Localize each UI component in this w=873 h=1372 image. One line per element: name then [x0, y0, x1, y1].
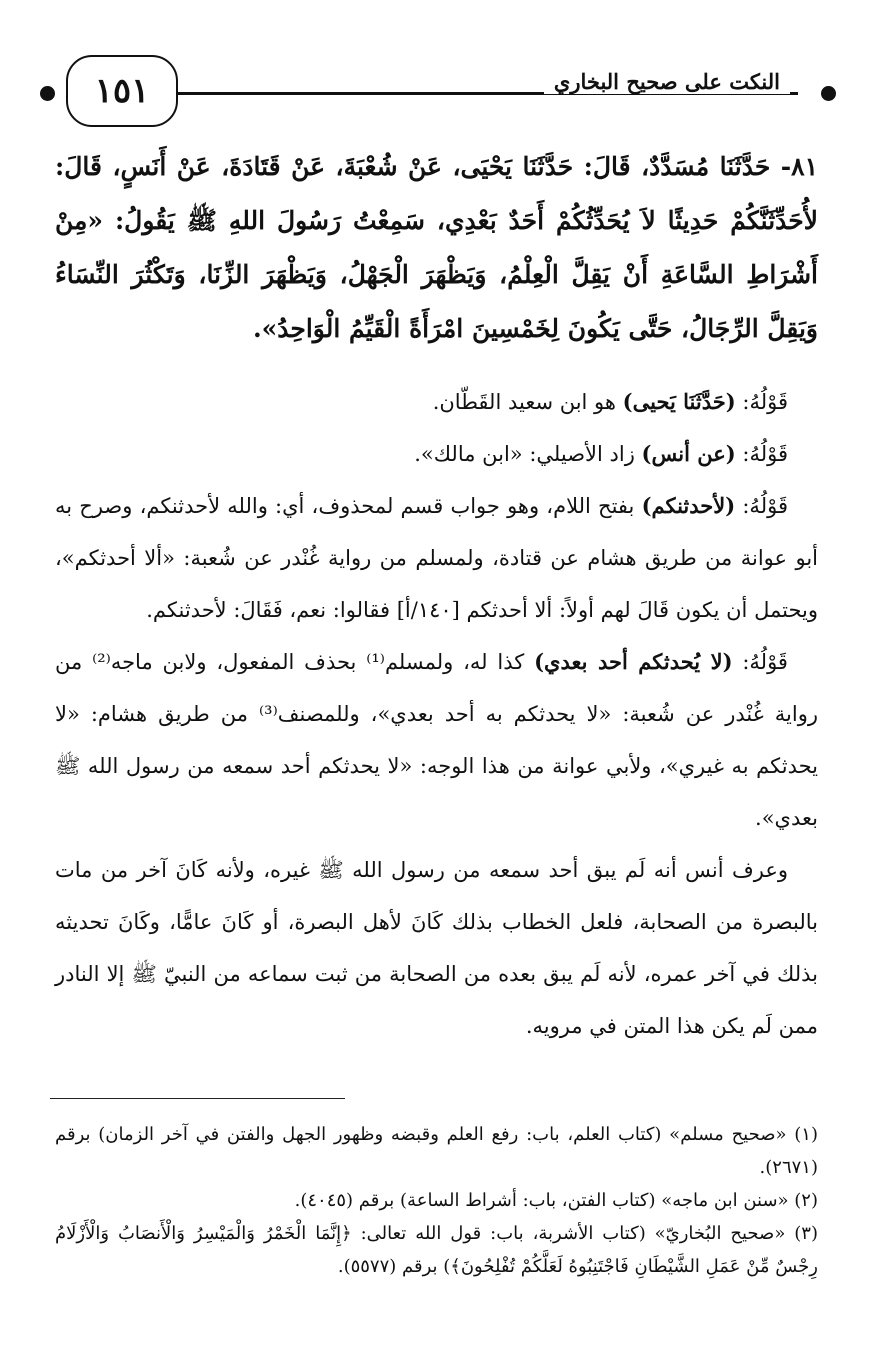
- header-dot-left: [40, 86, 55, 101]
- paragraph-keyword: (لأحدثنكم): [641, 493, 736, 518]
- paragraph-text: هو ابن سعيد القَطّان.: [432, 390, 623, 414]
- commentary-paragraph: [55, 376, 818, 428]
- paragraph-keyword: (حَدَّثَنَا يَحيى): [622, 389, 736, 414]
- hadith-text: ٨١- حَدَّثَنَا مُسَدَّدٌ، قَالَ: حَدَّثَنَا يَحْيَى، عَنْ شُعْبَةَ، عَنْ قَتَادَةَ، عَنْ أَنَسٍ، قَالَ: لأُحَدِّثَنَّكُمْ حَدِيثًا لاَ يُحَدِّثُكُمْ أَحَدٌ بَعْدِي، سَمِعْتُ رَسُولَ اللهِ ﷺ يَقُولُ: «مِنْ أَشْرَاطِ السَّاعَةِ أَنْ يَقِلَّ الْعِلْمُ، وَيَظْهَرَ الْجَهْلُ، وَيَظْهَرَ الزِّنَا، وَتَكْثُرَ النِّسَاءُ وَيَقِلَّ الرِّجَالُ، حَتَّى يَكُونَ لِخَمْسِينَ امْرَأَةً الْقَيِّمُ الْوَاحِدُ».: [55, 152, 818, 343]
- paragraph-text: كذا له، ولمسلم⁽¹⁾ بحذف المفعول، ولابن ماجه⁽²⁾ من رواية غُنْدر عن شُعبة: «لا يحدثكم به أحد بعدي»، وللمصنف⁽³⁾ من طريق هشام: «لا يحدثكم به غيري»، ولأبي عوانة من هذا الوجه: «لا يحدثكم أحد سمعه من رسول الله ﷺ بعدي».: [55, 650, 818, 830]
- footnote-separator: [50, 1098, 345, 1099]
- footnote: (٢) «سنن ابن ماجه» (كتاب الفتن، باب: أشراط الساعة) برقم (٤٠٤٥).: [294, 1190, 818, 1211]
- page-body: [55, 140, 818, 1052]
- paragraph-lead: قَوْلُهُ:: [742, 494, 788, 518]
- paragraph-keyword: (لا يُحدثكم أحد بعدي): [534, 649, 733, 674]
- paragraph-text: وعرف أنس أنه لَم يبق أحد سمعه من رسول الله ﷺ غيره، ولأنه كَانَ آخر من مات بالبصرة من الصحابة، فلعل الخطاب بذلك كَانَ لأهل البصرة، أو كَانَ عامًّا، وكَانَ تحديثه بذلك في آخر عمره، لأنه لَم يبق بعده من الصحابة من ثبت سماعه من النبيّ ﷺ إلا النادر ممن لَم يكن هذا المتن في مرويه.: [55, 858, 818, 1038]
- header-dot-right: [821, 86, 836, 101]
- paragraph-text: زاد الأصيلي: «ابن مالك».: [414, 442, 642, 466]
- paragraph-lead: قَوْلُهُ:: [742, 390, 788, 414]
- footnote: (١) «صحيح مسلم» (كتاب العلم، باب: رفع العلم وقبضه وظهور الجهل والفتن في آخر الزمان) برقم (٢٦٧١).: [55, 1124, 818, 1178]
- paragraph-text: بفتح اللام، وهو جواب قسم لمحذوف، أي: والله لأحدثنكم، وصرح به أبو عوانة من طريق هشام عن قتادة، ولمسلم من رواية غُنْدر عن شُعبة: «ألا أحدثكم»، ويحتمل أن يكون قَالَ لهم أولاً: ألا أحدثكم [١٤٠/أ] فقالوا: نعم، فَقَالَ: لأحدثنكم.: [55, 494, 818, 622]
- commentary-paragraph: [55, 428, 818, 480]
- commentary-paragraph: [55, 636, 818, 844]
- paragraph-lead: قَوْلُهُ:: [742, 442, 788, 466]
- paragraph-keyword: (عن أنس): [641, 441, 736, 466]
- page-header: [38, 55, 838, 125]
- footnotes: [55, 1118, 818, 1283]
- footnote: (٣) «صحيح البُخاريّ» (كتاب الأشربة، باب: قول الله تعالى: ﴿إِنَّمَا الْخَمْرُ وَالْمَيْسِرُ وَالْأَنصَابُ وَالْأَزْلَامُ رِجْسٌ مِّنْ عَمَلِ الشَّيْطَانِ فَاجْتَنِبُوهُ لَعَلَّكُمْ تُفْلِحُونَ﴾) برقم (٥٥٧٧).: [55, 1223, 818, 1277]
- commentary-paragraph: [55, 844, 818, 1052]
- book-title: النكت على صحيح البخاري: [544, 69, 790, 94]
- commentary-paragraph: [55, 480, 818, 636]
- paragraph-lead: قَوْلُهُ:: [742, 650, 788, 674]
- page-number: ١٥١: [66, 55, 178, 127]
